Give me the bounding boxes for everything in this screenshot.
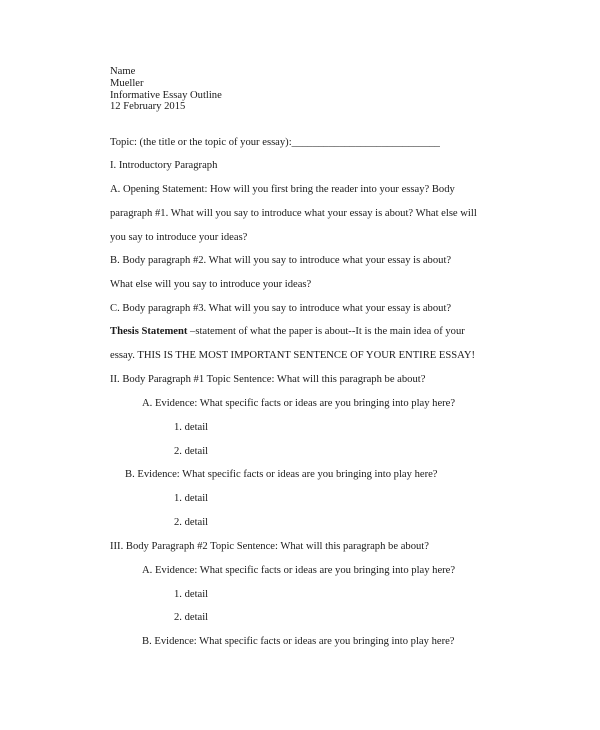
thesis-line2: essay. THIS IS THE MOST IMPORTANT SENTENCE OF YOUR ENTIRE ESSAY! xyxy=(110,350,476,361)
intro-c-line1: C. Body paragraph #3. What will you say to introduce what your essay is about? xyxy=(110,303,452,314)
teacher-name: Mueller xyxy=(110,78,144,89)
intro-b-line2: What else will you say to introduce your ideas? xyxy=(110,279,312,290)
body1-evidence-a: A. Evidence: What specific facts or ideas are you bringing into play here? xyxy=(142,398,456,409)
student-name: Name xyxy=(110,66,136,77)
intro-a-line2: paragraph #1. What will you say to introduce what your essay is about? What else will xyxy=(110,208,477,219)
body1-evidence-b: B. Evidence: What specific facts or ideas are you bringing into play here? xyxy=(125,469,438,480)
intro-heading: I. Introductory Paragraph xyxy=(110,160,218,171)
thesis-description: –statement of what the paper is about--It is the main idea of your xyxy=(187,326,465,337)
topic-line: Topic: (the title or the topic of your essay):____________________________ xyxy=(110,137,440,148)
course-title: Informative Essay Outline xyxy=(110,90,222,101)
intro-b-line1: B. Body paragraph #2. What will you say to introduce what your essay is about? xyxy=(110,255,452,266)
body2-detail-a1: 1. detail xyxy=(174,589,209,600)
thesis-line1 xyxy=(110,326,465,338)
body1-detail-b1: 1. detail xyxy=(174,493,209,504)
intro-a-line3: you say to introduce your ideas? xyxy=(110,232,248,243)
body2-evidence-b: B. Evidence: What specific facts or ideas are you bringing into play here? xyxy=(142,636,455,647)
body1-detail-a2: 2. detail xyxy=(174,446,209,457)
body2-heading: III. Body Paragraph #2 Topic Sentence: What will this paragraph be about? xyxy=(110,541,429,552)
body1-heading: II. Body Paragraph #1 Topic Sentence: What will this paragraph be about? xyxy=(110,374,426,385)
intro-a-line1: A. Opening Statement: How will you first bring the reader into your essay? Body xyxy=(110,184,455,195)
body2-detail-a2: 2. detail xyxy=(174,612,209,623)
body1-detail-b2: 2. detail xyxy=(174,517,209,528)
thesis-label: Thesis Statement xyxy=(110,326,188,337)
document-date: 12 February 2015 xyxy=(110,101,186,112)
body2-evidence-a: A. Evidence: What specific facts or ideas are you bringing into play here? xyxy=(142,565,456,576)
body1-detail-a1: 1. detail xyxy=(174,422,209,433)
